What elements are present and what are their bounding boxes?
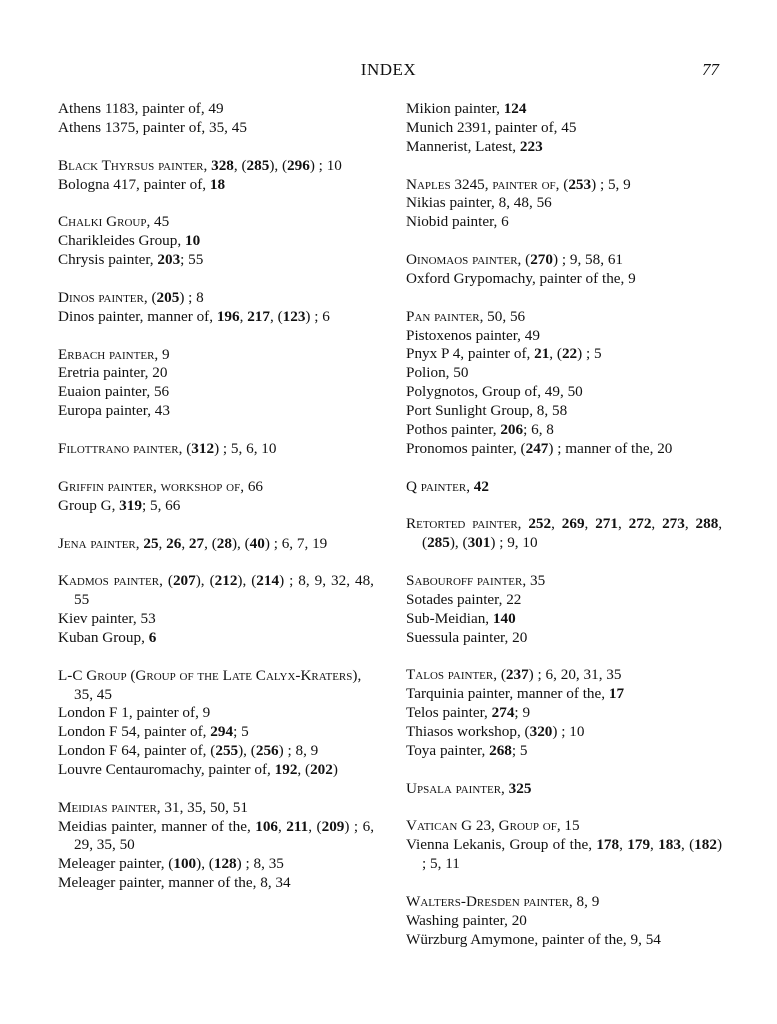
entry-text: ), (	[237, 572, 257, 590]
entry-text: Chrysis painter,	[58, 251, 158, 269]
bold-reference: 312	[191, 439, 215, 457]
bold-reference: 301	[467, 534, 491, 552]
index-column-left	[58, 100, 374, 912]
bold-reference: 285	[427, 534, 450, 552]
index-letter-group	[406, 100, 722, 157]
bold-reference: 285	[246, 156, 270, 174]
entry-text: ) ; 6, 20, 31, 35	[528, 666, 622, 684]
index-entry	[58, 251, 374, 270]
entry-text: Louvre Centauromachy, painter of,	[58, 760, 275, 778]
entry-text: London F 1, painter of, 9	[58, 704, 211, 722]
entry-text: Sub-Meidian,	[406, 609, 493, 627]
index-entry	[406, 572, 722, 591]
bold-reference: 272	[628, 515, 652, 533]
index-entry	[58, 176, 374, 195]
entry-text: Group G,	[58, 496, 120, 514]
entry-heading-smallcaps: Dinos painter	[58, 288, 144, 306]
bold-reference: 268	[489, 741, 512, 759]
entry-text: )	[332, 760, 338, 778]
entry-text: , (	[143, 288, 157, 306]
entry-text: ) ; 5, 6, 10	[214, 439, 277, 457]
entry-heading-smallcaps: Meidias painter	[58, 798, 157, 816]
entry-text: , 45	[146, 213, 170, 231]
bold-reference: 10	[184, 232, 201, 250]
entry-text: Meleager painter, manner of the, 8, 34	[58, 874, 291, 892]
bold-reference: 183	[658, 836, 681, 854]
index-entry	[58, 100, 374, 119]
entry-text: Würzburg Amymone, painter of the, 9, 54	[406, 930, 661, 948]
entry-text: , 15	[556, 817, 580, 835]
bold-reference: 269	[561, 515, 585, 533]
entry-text: ,	[517, 515, 529, 533]
index-entry	[58, 742, 374, 761]
index-letter-group	[406, 893, 722, 950]
entry-heading-smallcaps: Griffin painter, workshop of	[58, 477, 241, 495]
index-entry	[406, 176, 722, 195]
entry-text: ,	[135, 534, 144, 552]
index-entry	[406, 591, 722, 610]
bold-reference: 17	[608, 685, 625, 703]
index-entry	[406, 666, 722, 685]
entry-text: ) ; 5, 9	[591, 175, 631, 193]
entry-text: Europa painter, 43	[58, 402, 170, 420]
index-letter-group	[58, 667, 374, 780]
index-letter-group	[58, 478, 374, 516]
entry-text: , (	[159, 572, 173, 590]
index-entry	[406, 194, 722, 213]
entry-text: Charikleides Group,	[58, 232, 185, 250]
index-entry	[58, 232, 374, 251]
index-entry	[58, 478, 374, 497]
page-title: INDEX	[360, 60, 417, 79]
entry-text: Euaion painter, 56	[58, 383, 170, 401]
index-entry	[406, 912, 722, 931]
index-entry	[406, 364, 722, 383]
entry-text: ) ; 5	[577, 345, 602, 363]
entry-text: Washing painter, 20	[406, 911, 527, 929]
entry-text: Munich 2391, painter of, 45	[406, 118, 577, 136]
index-entry	[406, 478, 722, 497]
entry-text: , (	[233, 156, 247, 174]
bold-reference: 288	[695, 515, 719, 533]
bold-reference: 203	[157, 251, 181, 269]
entry-text: ) ; 9, 58, 61	[552, 251, 624, 269]
index-entry	[58, 119, 374, 138]
index-entry	[58, 383, 374, 402]
bold-reference: 253	[568, 175, 592, 193]
index-entry	[406, 345, 722, 364]
entry-text: Athens 1183, painter of, 49	[58, 100, 224, 117]
index-column-right	[406, 100, 722, 969]
entry-text: , (	[555, 175, 569, 193]
entry-text: ) ; 8	[179, 288, 204, 306]
entry-text: , (	[517, 251, 531, 269]
entry-text: ,	[466, 477, 474, 495]
entry-text: Mikion painter,	[406, 100, 504, 117]
entry-text: ,	[203, 156, 212, 174]
index-entry	[58, 213, 374, 232]
index-entry	[406, 893, 722, 912]
bold-reference: 6	[148, 628, 157, 646]
bold-reference: 178	[596, 836, 620, 854]
entry-text: , (	[493, 666, 506, 684]
entry-text: ,	[650, 836, 659, 854]
index-letter-group	[58, 100, 374, 138]
entry-text: Port Sunlight Group, 8, 58	[406, 401, 568, 419]
index-entry	[406, 515, 722, 553]
index-entry	[58, 855, 374, 874]
index-letter-group	[406, 817, 722, 874]
bold-reference: 192	[274, 760, 298, 778]
index-letter-group	[58, 346, 374, 421]
entry-text: Niobid painter, 6	[406, 213, 509, 231]
bold-reference: 202	[310, 760, 333, 778]
entry-text: Polygnotos, Group of, 49, 50	[406, 383, 583, 401]
bold-reference: 206	[500, 420, 524, 438]
bold-reference: 128	[213, 855, 237, 873]
entry-text: Kuban Group,	[58, 628, 149, 646]
entry-heading-smallcaps: Oinomaos painter	[406, 251, 518, 269]
entry-text: Oxford Grypomachy, painter of the, 9	[406, 269, 636, 287]
entry-text: ; 55	[180, 251, 204, 269]
bold-reference: 18	[209, 175, 226, 193]
index-entry	[406, 742, 722, 761]
index-letter-group	[406, 176, 722, 233]
entry-text: ), (	[269, 156, 288, 174]
index-entry	[406, 931, 722, 950]
bold-reference: 123	[282, 307, 306, 325]
bold-reference: 214	[256, 572, 280, 590]
entry-heading-smallcaps: Naples 3245, painter of	[406, 175, 556, 193]
index-entry	[406, 817, 722, 836]
entry-text: , (	[204, 534, 217, 552]
entry-text: ; 9	[514, 704, 531, 722]
index-entry	[406, 629, 722, 648]
bold-reference: 100	[173, 855, 197, 873]
index-entry	[58, 818, 374, 856]
entry-text: , (	[680, 836, 695, 854]
entry-heading-smallcaps: Talos painter	[406, 666, 494, 684]
bold-reference: 255	[215, 742, 239, 760]
entry-heading-smallcaps: Filottrano painter	[58, 439, 179, 457]
entry-text: Bologna 417, painter of,	[58, 175, 210, 193]
entry-text: ,	[684, 515, 696, 533]
bold-reference: 26	[166, 534, 182, 552]
index-entry	[406, 308, 722, 327]
bold-reference: 27	[188, 534, 205, 552]
bold-reference: 296	[287, 156, 310, 174]
entry-text: ) ; 10	[309, 156, 342, 174]
index-entry	[58, 667, 374, 705]
entry-heading-smallcaps: Vatican G 23, Group of	[406, 817, 557, 835]
index-letter-group	[58, 799, 374, 893]
entry-text: ; 5, 66	[141, 496, 181, 514]
bold-reference: 179	[627, 836, 651, 854]
entry-text: ), (	[238, 742, 256, 760]
index-entry	[58, 723, 374, 742]
entry-text: ; 5	[511, 741, 528, 759]
entry-text: Pistoxenos painter, 49	[406, 326, 540, 344]
entry-text: ,	[651, 515, 663, 533]
entry-text: Tarquinia painter, manner of the,	[406, 685, 609, 703]
entry-text: ) ; 5, 11	[422, 836, 722, 873]
index-entry	[406, 836, 722, 874]
index-entry	[406, 100, 722, 119]
entry-text: London F 64, painter of, (	[58, 742, 216, 760]
bold-reference: 294	[210, 723, 234, 741]
index-entry	[406, 213, 722, 232]
bold-reference: 207	[172, 572, 196, 590]
index-entry	[58, 346, 374, 365]
entry-text: Pronomos painter, (	[406, 439, 526, 457]
entry-text: Athens 1375, painter of, 35, 45	[58, 118, 247, 136]
bold-reference: 325	[508, 779, 532, 797]
index-entry	[406, 610, 722, 629]
index-entry	[58, 572, 374, 610]
bold-reference: 205	[156, 288, 180, 306]
entry-text: ), (	[231, 534, 250, 552]
entry-heading-smallcaps: Kadmos painter	[58, 572, 160, 590]
bold-reference: 247	[525, 439, 549, 457]
bold-reference: 252	[528, 515, 552, 533]
bold-reference: 40	[249, 534, 265, 552]
entry-text: , 66	[240, 477, 264, 495]
index-entry	[406, 402, 722, 421]
index-letter-group	[58, 572, 374, 647]
index-entry	[58, 497, 374, 516]
entry-text: , 35	[522, 572, 546, 590]
entry-text: ,	[501, 779, 509, 797]
index-entry	[406, 138, 722, 157]
bold-reference: 223	[519, 137, 543, 155]
bold-reference: 212	[214, 572, 238, 590]
index-letter-group	[58, 535, 374, 554]
entry-heading-smallcaps: Upsala painter	[406, 779, 502, 797]
entry-text: ) ; 10	[552, 722, 585, 740]
entry-text: Meidias painter, manner of the,	[58, 817, 256, 835]
index-entry	[58, 761, 374, 780]
entry-text: ), (	[449, 534, 468, 552]
index-entry	[58, 629, 374, 648]
index-entry	[406, 327, 722, 346]
entry-text: ; 6, 8	[523, 420, 554, 438]
index-letter-group	[58, 289, 374, 327]
bold-reference: 270	[530, 251, 553, 269]
index-entry	[58, 874, 374, 893]
entry-text: Thiasos workshop, (	[406, 722, 530, 740]
index-entry	[58, 289, 374, 308]
index-entry	[406, 704, 722, 723]
index-letter-group	[58, 157, 374, 195]
entry-text: Nikias painter, 8, 48, 56	[406, 194, 552, 212]
index-entry	[58, 157, 374, 176]
entry-heading-smallcaps: Sabouroff painter	[406, 572, 523, 590]
bold-reference: 140	[492, 609, 516, 627]
bold-reference: 182	[694, 836, 717, 854]
entry-heading-smallcaps: Chalki Group	[58, 213, 147, 231]
bold-reference: 196	[216, 307, 240, 325]
index-entry	[406, 383, 722, 402]
entry-text: Eretria painter, 20	[58, 364, 168, 382]
index-letter-group	[406, 251, 722, 289]
index-letter-group	[58, 213, 374, 270]
entry-text: ,	[617, 515, 629, 533]
entry-text: ,	[551, 515, 562, 533]
entry-text: , 31, 35, 50, 51	[156, 798, 248, 816]
bold-reference: 274	[491, 704, 515, 722]
index-letter-group	[406, 780, 722, 799]
bold-reference: 21	[534, 345, 550, 363]
index-entry	[58, 402, 374, 421]
entry-text: ,	[158, 534, 167, 552]
index-entry	[58, 308, 374, 327]
index-letter-group	[406, 308, 722, 459]
entry-text: Meleager painter, (	[58, 855, 174, 873]
entry-text: Telos painter,	[406, 704, 492, 722]
entry-text: ,	[619, 836, 628, 854]
bold-reference: 211	[286, 817, 309, 835]
bold-reference: 271	[595, 515, 618, 533]
index-entry	[58, 440, 374, 459]
entry-text: Suessula painter, 20	[406, 628, 528, 646]
index-entry	[58, 704, 374, 723]
entry-heading-smallcaps: Pan painter	[406, 307, 480, 325]
entry-text: ), (	[195, 572, 215, 590]
bold-reference: 273	[662, 515, 685, 533]
index-entry	[406, 723, 722, 742]
entry-text: ) ; 6	[305, 307, 330, 325]
entry-text: , 9	[154, 345, 170, 363]
entry-heading-smallcaps: Walters-Dresden painter	[406, 893, 569, 910]
entry-text: Dinos painter, manner of,	[58, 307, 217, 325]
entry-text: Mannerist, Latest,	[406, 137, 520, 155]
entry-heading-smallcaps: Retorted painter	[406, 515, 518, 533]
entry-text: , 50, 56	[479, 307, 526, 325]
entry-text: ,	[239, 307, 248, 325]
index-letter-group	[406, 572, 722, 647]
page-number: 77	[702, 60, 719, 79]
entry-heading-smallcaps: Q painter	[406, 477, 467, 495]
bold-reference: 106	[255, 817, 279, 835]
entry-text: Pnyx P 4, painter of,	[406, 345, 535, 363]
entry-text: , (	[308, 817, 322, 835]
index-entry	[406, 270, 722, 289]
entry-text: ,	[181, 534, 189, 552]
entry-text: , 8, 9	[568, 893, 600, 910]
entry-text: , (	[422, 515, 723, 552]
index-letter-group	[406, 478, 722, 497]
entry-heading-smallcaps: Black Thyrsus painter	[58, 156, 204, 174]
bold-reference: 217	[247, 307, 270, 325]
entry-text: ) ; 9, 10	[490, 534, 538, 552]
entry-text: ; 5	[233, 723, 249, 741]
index-entry	[406, 119, 722, 138]
bold-reference: 320	[529, 722, 553, 740]
bold-reference: 328	[211, 156, 234, 174]
entry-text: ) ; 8, 9, 32, 48, 55	[74, 572, 374, 609]
entry-text: , (	[549, 345, 562, 363]
page-header	[0, 60, 777, 88]
index-entry	[58, 535, 374, 554]
index-letter-group	[406, 666, 722, 760]
bold-reference: 42	[473, 477, 489, 495]
entry-text: ,	[278, 817, 287, 835]
bold-reference: 209	[321, 817, 345, 835]
entry-heading-smallcaps: L-C Group (Group of the Late Calyx-Kraters)	[58, 666, 358, 684]
entry-text: ) ; 8, 9	[278, 742, 319, 760]
index-entry	[406, 780, 722, 799]
entry-heading-smallcaps: Erbach painter	[58, 345, 155, 363]
entry-text: Kiev painter, 53	[58, 610, 156, 628]
entry-text: , (	[178, 439, 192, 457]
entry-heading-smallcaps: Jena painter	[58, 534, 136, 552]
index-entry	[406, 421, 722, 440]
bold-reference: 28	[216, 534, 232, 552]
entry-text: , 35, 45	[74, 666, 362, 703]
index-entry	[58, 799, 374, 818]
entry-text: Pothos painter,	[406, 420, 501, 438]
bold-reference: 319	[119, 496, 142, 514]
entry-text: Polion, 50	[406, 364, 469, 382]
entry-text: ,	[584, 515, 596, 533]
entry-text: , (	[297, 760, 311, 778]
index-entry	[58, 610, 374, 629]
index-entry	[406, 251, 722, 270]
entry-text: Sotades painter, 22	[406, 590, 522, 608]
entry-text: Vienna Lekanis, Group of the,	[406, 836, 597, 854]
index-entry	[406, 440, 722, 459]
bold-reference: 237	[505, 666, 529, 684]
entry-text: ) ; manner of the, 20	[548, 439, 673, 457]
bold-reference: 22	[561, 345, 578, 363]
entry-text: , (	[269, 307, 283, 325]
entry-text: ) ; 8, 35	[236, 855, 284, 873]
index-letter-group	[406, 515, 722, 553]
entry-text: ) ; 6, 29, 35, 50	[74, 817, 375, 854]
entry-text: London F 54, painter of,	[58, 723, 211, 741]
bold-reference: 25	[143, 534, 159, 552]
entry-text: ), (	[196, 855, 214, 873]
bold-reference: 256	[255, 742, 279, 760]
bold-reference: 124	[503, 100, 527, 117]
index-entry	[58, 364, 374, 383]
entry-text: Toya painter,	[406, 741, 490, 759]
entry-text: ) ; 6, 7, 19	[264, 534, 328, 552]
index-letter-group	[58, 440, 374, 459]
index-entry	[406, 685, 722, 704]
